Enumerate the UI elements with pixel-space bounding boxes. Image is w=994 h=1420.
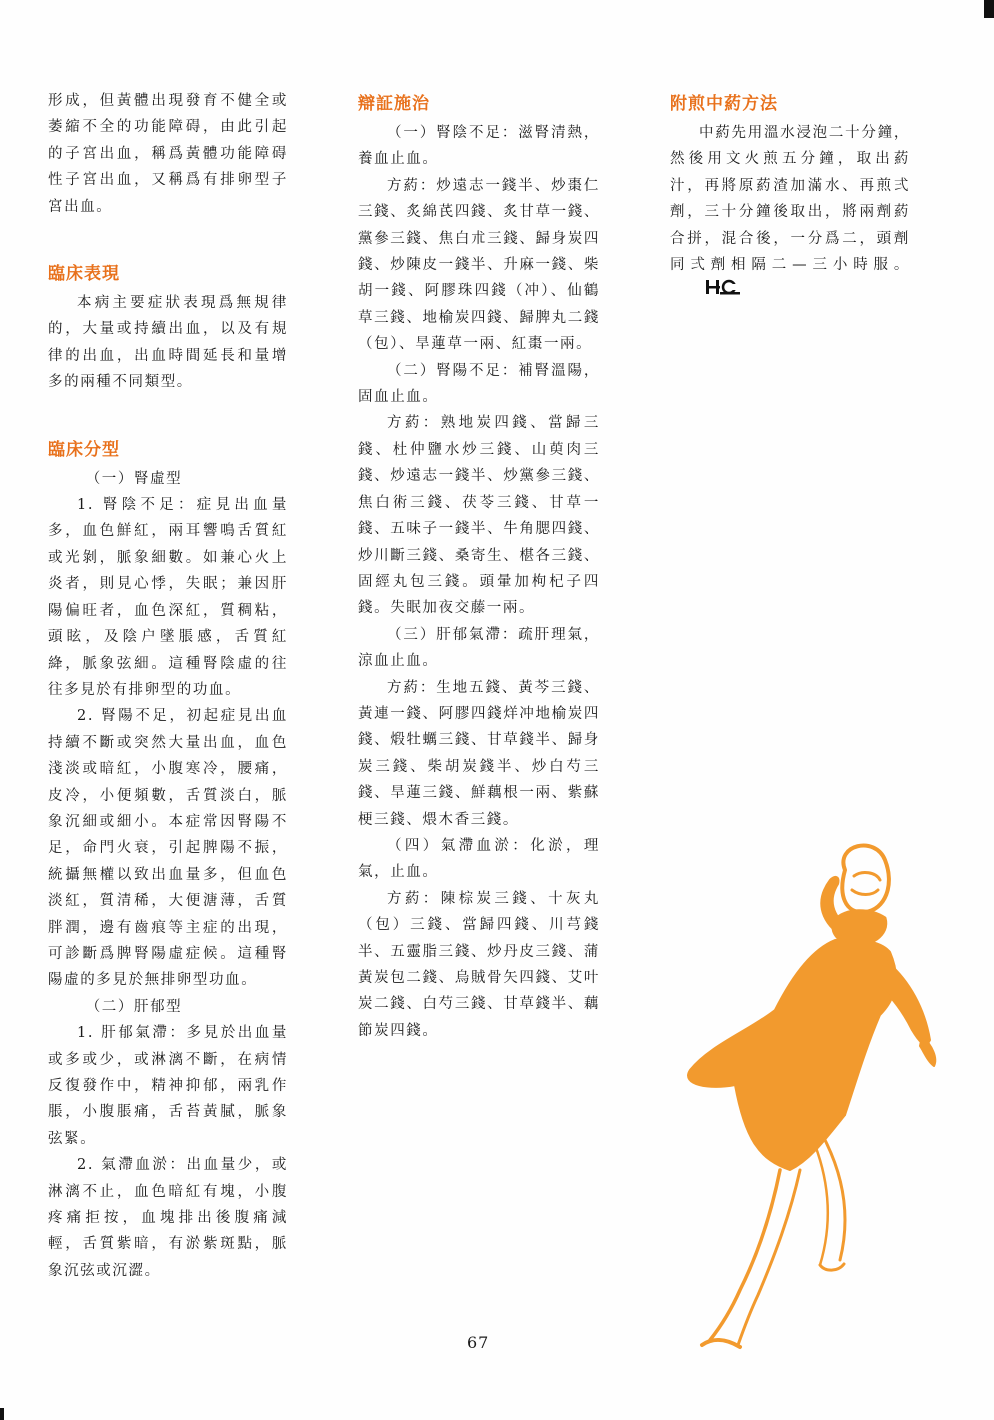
treatment-liver-qi-title: （三）肝郁氣滯：疏肝理氣，涼血止血。: [358, 626, 600, 670]
qi-stagnation-blood-stasis-paragraph: 2. 氣滯血淤：出血量少，或淋漓不止，血色暗紅有塊，小腹疼痛拒按，血塊排出後腹痛減輕，舌質紫暗，有淤紫斑點，脈象沉弦或沉澀。: [48, 1157, 288, 1279]
prescription-kidney-yin: 方葯：炒遠志一錢半、炒棗仁三錢、炙綿芪四錢、炙甘草一錢、黨參三錢、焦白朮三錢、歸身炭四錢、炒陳皮一錢半、升麻一錢、柴胡一錢、阿膠珠四錢（冲）、仙鶴草三錢、地榆炭四錢、歸脾丸二錢（包）、旱蓮草一兩、紅棗一兩。: [358, 177, 600, 353]
kidney-yang-deficiency-paragraph: 2. 腎陽不足，初起症見出血持續不斷或突然大量出血，血色淺淡或暗紅，小腹寒冷，腰痛，皮冷，小便頻數，舌質淡白，脈象沉細或細小。本症常因腎陽不足，命門火衰，引起脾陽不振，統攝無權以致出血量多，但血色淡紅，質清稀，大便溏薄，舌質胖潤，邊有齒痕等主症的出現，可診斷爲脾腎陽虛症候。這種腎陽虛的多見於無排卵型功血。: [48, 708, 288, 989]
treatment-kidney-yang-title: （二）腎陽不足：補腎溫陽，固血止血。: [358, 362, 600, 406]
liver-qi-stagnation-paragraph: 1. 肝郁氣滯：多見於出血量或多或少，或淋漓不斷，在病情反復發作中，精神抑郁，兩乳作脹，小腹脹痛，舌苔黃膩，脈象弦緊。: [48, 1025, 288, 1147]
prescription-blood-stasis: 方葯：陳棕炭三錢、十灰丸（包）三錢、當歸四錢、川芎錢半、五靈脂三錢、炒丹皮三錢、蒲黃炭包二錢、烏賊骨矢四錢、艾叶炭二錢、白芍三錢、甘草錢半、藕節炭四錢。: [358, 890, 600, 1039]
type-kidney-deficiency-title: （一）腎虛型: [85, 470, 183, 487]
treatment-kidney-yin-title: （一）腎陰不足：滋腎清熱，養血止血。: [358, 125, 600, 168]
section-heading-treatment: 辯証施治: [358, 94, 430, 114]
section-heading-clinical-presentation: 臨床表現: [48, 264, 120, 285]
type-liver-stagnation-title: （二）肝郁型: [85, 998, 183, 1015]
clinical-presentation-paragraph: 本病主要症狀表現爲無規律的，大量或持續出血，以及有規律的出血，出血時間延長和量增多的兩種不同類型。: [48, 295, 288, 391]
corner-registration-mark-bottom: [0, 1408, 4, 1420]
column-right: [670, 88, 910, 306]
prescription-liver-qi: 方葯：生地五錢、黃芩三錢、黃連一錢、阿膠四錢烊冲地榆炭四錢、煅牡蠣三錢、甘草錢半、歸身炭三錢、柴胡炭錢半、炒白芍三錢、旱蓮三錢、鮮藕根一兩、紫蘇梗三錢、煨木香三錢。: [358, 679, 600, 828]
column-middle: [358, 88, 600, 1044]
section-heading-decoction-method: 附煎中葯方法: [670, 94, 778, 114]
section-heading-clinical-types: 臨床分型: [48, 439, 120, 460]
treatment-blood-stasis-title: （四）氣滯血淤：化淤，理氣，止血。: [358, 837, 600, 881]
end-of-article-logo-icon: [676, 278, 741, 305]
decoction-method-text: 中葯先用溫水浸泡二十分鐘，然後用文火煎五分鐘，取出葯汁，再將原葯渣加滿水、再煎弍劑，三十分鐘後取出，將兩劑葯合拼，混合後，一分爲二，頭劑同弍劑相隔二—三小時服。: [670, 125, 910, 274]
page-number: 67: [467, 1333, 490, 1352]
prescription-kidney-yang: 方葯：熟地炭四錢、當歸三錢、杜仲鹽水炒三錢、山萸肉三錢、炒遠志一錢半、炒黨參三錢、焦白術三錢、茯苓三錢、甘草一錢、五味子一錢半、牛角腮四錢、炒川斷三錢、桑寄生、椹各三錢、固經丸包三錢。頭暈加枸杞子四錢。失眠加夜交藤一兩。: [358, 415, 600, 617]
column-left: [48, 88, 288, 1284]
decoction-method-paragraph: [670, 120, 910, 306]
kidney-yin-deficiency-paragraph: 1. 腎陰不足：症見出血量多，血色鮮紅，兩耳響鳴舌質紅或光剝，脈象細數。如兼心火上炎者，則見心悸，失眠；兼因肝陽偏旺者，血色深紅，質稠粘，頭眩，及陰户墜脹感，舌質紅絳，脈象弦細。這種腎陰虛的往往多見於有排卵型的功血。: [48, 497, 288, 698]
intro-paragraph: 形成，但黃體出現發育不健全或萎縮不全的功能障碍，由此引起的子宮出血，稱爲黃體功能障碍性子宮出血，又稱爲有排卵型子宮出血。: [48, 93, 288, 215]
corner-registration-mark: [984, 0, 994, 18]
orange-dancer-figure-illustration: [640, 840, 940, 1370]
